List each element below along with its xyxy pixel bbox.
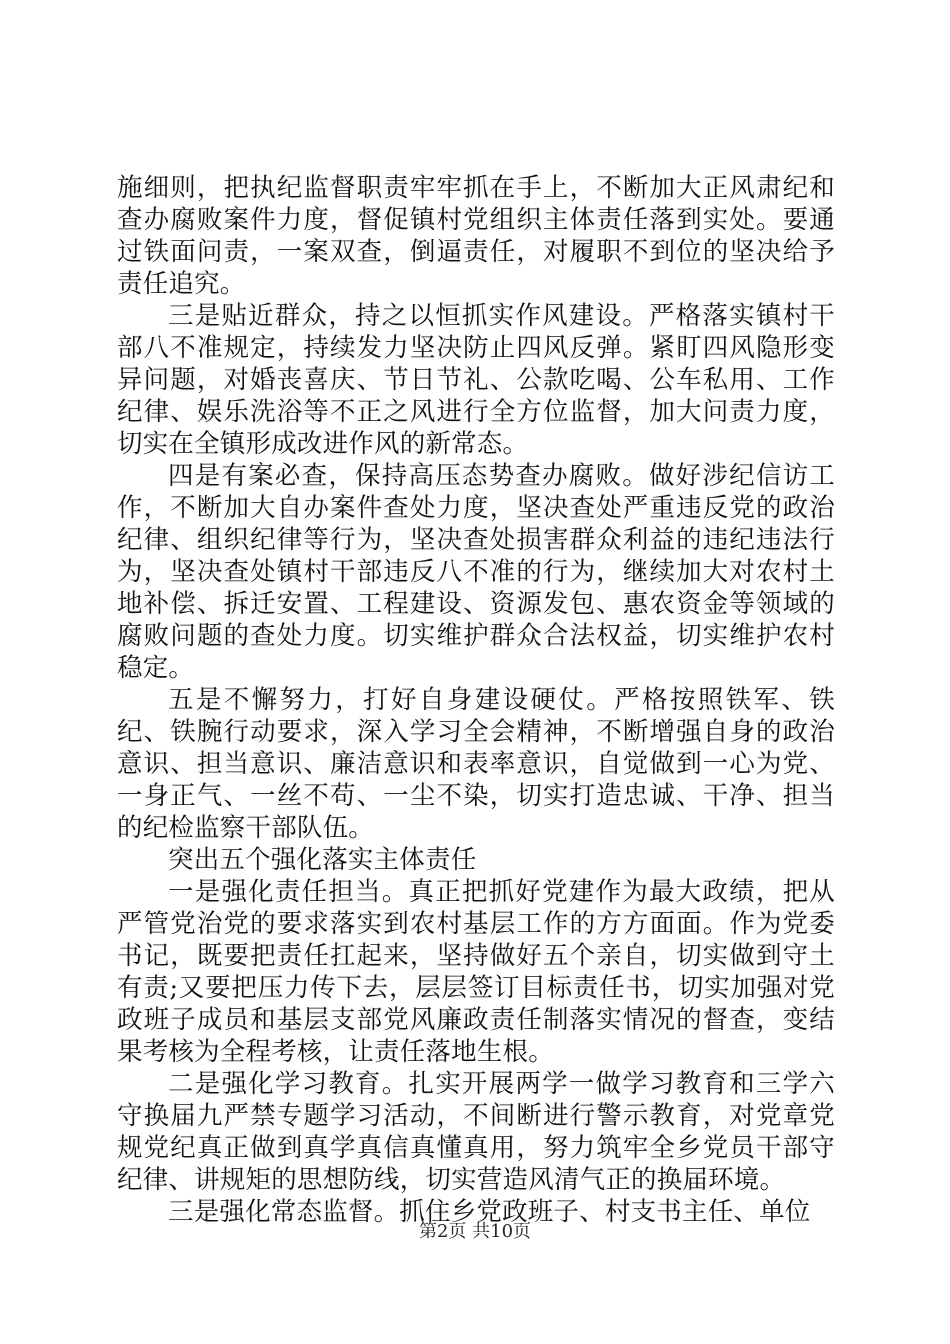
paragraph-7: 三是强化常态监督。抓住乡党政班子、村支书主任、单位 <box>168 1197 811 1227</box>
page-number-label: 第2页 共10页 <box>418 1221 532 1242</box>
paragraph-1: 施细则，把执纪监督职责牢牢抓在手上，不断加大正风肃纪和查办腐败案件力度，督促镇村党组织主体责任落到实处。要通过铁面问责，一案双查，倒逼责任，对履职不到位的坚决给予责任追究。 <box>117 173 835 299</box>
paragraph-3: 四是有案必查，保持高压态势查办腐败。做好涉纪信访工作，不断加大自办案件查处力度，坚决查处严重违反党的政治纪律、组织纪律等行为，坚决查处损害群众利益的违纪违法行为，坚决查处镇村干部违反八不准的行为，继续加大对农村土地补偿、拆迁安置、工程建设、资源发包、惠农资金等领域的腐败问题的查处力度。切实维护群众合法权益，切实维护农村稳定。 <box>117 461 835 683</box>
paragraph-4: 五是不懈努力，打好自身建设硬仗。严格按照铁军、铁纪、铁腕行动要求，深入学习全会精神，不断增强自身的政治意识、担当意识、廉洁意识和表率意识，自觉做到一心为党、一身正气、一丝不苟、一尘不染，切实打造忠诚、干净、担当的纪检监察干部队伍。 <box>117 685 835 843</box>
paragraph-2: 三是贴近群众，持之以恒抓实作风建设。严格落实镇村干部八不准规定，持续发力坚决防止四风反弹。紧盯四风隐形变异问题，对婚丧喜庆、节日节礼、公款吃喝、公车私用、工作纪律、娱乐洗浴等不正之风进行全方位监督，加大问责力度，切实在全镇形成改进作风的新常态。 <box>117 301 835 459</box>
page-footer <box>0 1217 950 1243</box>
document-body <box>117 172 835 1228</box>
paragraph-5: 一是强化责任担当。真正把抓好党建作为最大政绩，把从严管党治党的要求落实到农村基层工作的方方面面。作为党委书记，既要把责任扛起来，坚持做好五个亲自，切实做到守土有责;又要把压力传下去，层层签订目标责任书，切实加强对党政班子成员和基层支部党风廉政责任制落实情况的督查，变结果考核为全程考核，让责任落地生根。 <box>117 877 835 1067</box>
section-heading: 突出五个强化落实主体责任 <box>168 845 477 875</box>
paragraph-6: 二是强化学习教育。扎实开展两学一做学习教育和三学六守换届九严禁专题学习活动，不间断进行警示教育，对党章党规党纪真正做到真学真信真懂真用，努力筑牢全乡党员干部守纪律、讲规矩的思想防线，切实营造风清气正的换届环境。 <box>117 1069 835 1195</box>
